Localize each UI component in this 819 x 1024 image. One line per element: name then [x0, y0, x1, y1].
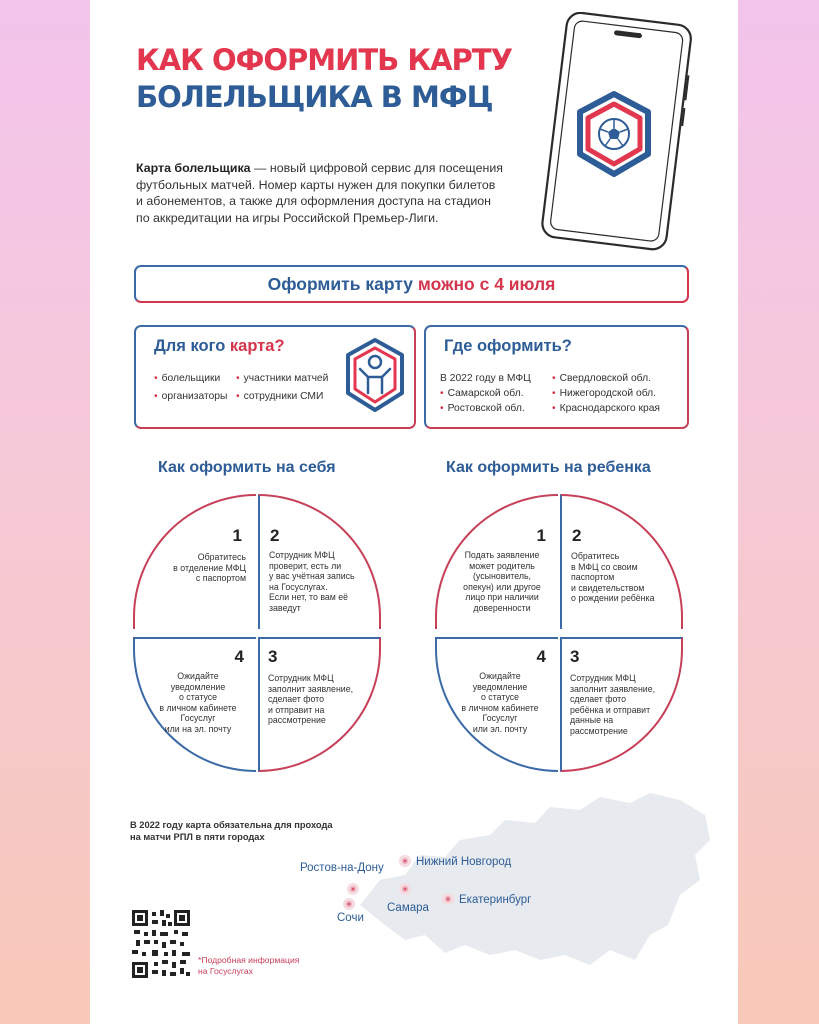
- step-text: Ожидайте уведомление о статусе в личном кабинете Госуслуг или эл. почту: [461, 671, 539, 734]
- for-whom-heading: [154, 337, 285, 356]
- child-heading: Как оформить на ребенка: [446, 459, 651, 476]
- intro-bold: Карта болельщика: [136, 161, 251, 175]
- footnote-line-2: на Госуслугах: [198, 965, 253, 976]
- city-marker-icon: [442, 893, 454, 905]
- city-marker-icon: [399, 883, 411, 895]
- where-item: • Ростовской обл.: [440, 403, 525, 414]
- step-text: Ожидайте уведомление о статусе в личном кабинете Госуслуг или на эл. почту: [159, 671, 237, 734]
- step-number: 2: [270, 526, 280, 545]
- where-item: • Краснодарского края: [552, 403, 660, 414]
- intro-line-2: футбольных матчей. Номер карты нужен для покупки билетов: [136, 177, 496, 192]
- note-line-2: на матчи РПЛ в пяти городах: [130, 832, 265, 842]
- city-label: Самара: [387, 902, 429, 914]
- step-number: 3: [570, 647, 580, 666]
- self-step-3: [258, 637, 381, 772]
- for-whom-item: • участники матчей: [236, 373, 328, 384]
- step-text: Подать заявление может родитель (усыновитель, опекун) или другое лицо при наличии доверенности: [463, 550, 541, 613]
- self-step-2: [258, 494, 381, 629]
- where-item: • Нижегородской обл.: [552, 388, 656, 399]
- self-heading: Как оформить на себя: [158, 459, 336, 476]
- for-whom-item: • болельщики: [154, 373, 220, 384]
- self-step-1: [133, 494, 256, 629]
- city-label: Нижний Новгород: [416, 856, 512, 868]
- step-number: 4: [536, 647, 546, 666]
- phone-illustration: [536, 12, 696, 257]
- step-text: Сотрудник МФЦ проверит, есть ли у вас учётная запись на Госуслугах. Если нет, то вам её заведут: [269, 550, 355, 613]
- footnote: [198, 955, 299, 976]
- where-box: [424, 325, 689, 429]
- page-title: [136, 42, 512, 116]
- city-label: Екатеринбург: [459, 894, 532, 906]
- city-label: Ростов-на-Дону: [300, 862, 384, 874]
- child-step-2: [560, 494, 683, 629]
- city-marker-icon: [347, 883, 359, 895]
- footnote-line-1: *Подробная информация: [198, 955, 300, 965]
- where-intro: В 2022 году в МФЦ: [440, 373, 531, 384]
- step-number: 1: [232, 526, 242, 545]
- step-text: Обратитесь в МФЦ со своим паспортом и свидетельством о рождении ребёнка: [571, 551, 655, 604]
- step-number: 3: [268, 647, 278, 666]
- title-line-1: КАК ОФОРМИТЬ КАРТУ: [136, 43, 512, 77]
- child-step-3: [560, 637, 683, 772]
- step-text: Сотрудник МФЦ заполнит заявление, сделает фото ребёнка и отправит данные на рассмотрение: [570, 673, 656, 736]
- child-step-1: [435, 494, 558, 629]
- title-line-2: БОЛЕЛЬЩИКА В МФЦ: [136, 80, 493, 114]
- intro-paragraph: [136, 160, 516, 226]
- step-number: 1: [536, 526, 546, 545]
- self-step-4: [133, 637, 256, 772]
- intro-line-4: по аккредитации на игры Российской Премьер-Лиги.: [136, 210, 439, 225]
- cities-note: [130, 819, 370, 843]
- for-whom-heading-a: Для кого: [154, 337, 230, 355]
- banner-text-b: можно с 4 июля: [417, 274, 556, 294]
- step-number: 2: [572, 526, 582, 545]
- where-item: • Свердловской обл.: [552, 373, 651, 384]
- for-whom-item: • организаторы: [154, 391, 227, 402]
- where-item: • Самарской обл.: [440, 388, 524, 399]
- for-whom-heading-b: карта?: [229, 337, 285, 355]
- fan-card-logo-icon: [580, 94, 648, 174]
- intro-line-3: и абонементов, а также для оформления доступа на стадион: [136, 194, 492, 208]
- start-date-banner: [134, 265, 689, 303]
- where-heading: Где оформить?: [444, 337, 572, 355]
- city-marker-icon: [399, 855, 411, 867]
- intro-line-1: — новый цифровой сервис для посещения: [250, 161, 503, 175]
- step-number: 4: [234, 647, 244, 666]
- city-marker-icon: [343, 898, 355, 910]
- step-text: Сотрудник МФЦ заполнит заявление, сделает фото и отправит на рассмотрение: [268, 673, 354, 726]
- note-line-1: В 2022 году карта обязательна для прохода: [130, 820, 333, 830]
- step-text: Обратитесь в отделение МФЦ с паспортом: [173, 552, 246, 584]
- for-whom-item: • сотрудники СМИ: [236, 391, 323, 402]
- for-whom-box: [134, 325, 416, 429]
- child-step-4: [435, 637, 558, 772]
- city-label: Сочи: [337, 912, 364, 924]
- banner-text-a: Оформить карту: [267, 274, 418, 294]
- infographic-sheet: [90, 0, 738, 1024]
- qr-code[interactable]: [132, 910, 190, 978]
- person-hexagon-icon: [344, 337, 406, 417]
